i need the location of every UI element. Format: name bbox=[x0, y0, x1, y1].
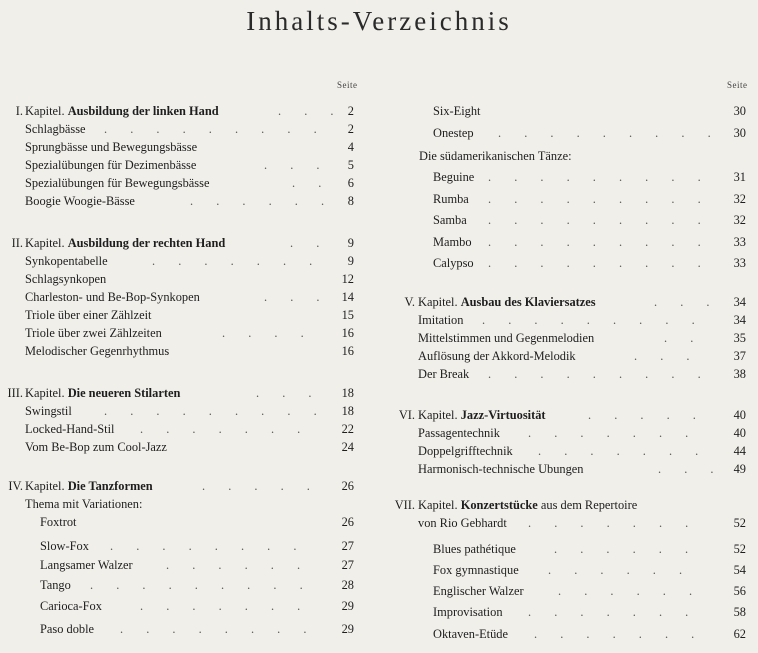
page-number: 40 bbox=[733, 426, 746, 440]
leader-dots: . . . . . . . . . bbox=[488, 367, 711, 381]
leader-dots: . . . . . . . . . bbox=[90, 578, 313, 592]
chapter-title: Jazz-Virtuosität bbox=[460, 408, 546, 422]
chapter-heading bbox=[0, 234, 360, 252]
chapter-numeral: VII. bbox=[394, 498, 415, 512]
toc-entry bbox=[0, 324, 360, 342]
leader-dots: . . . . . . . bbox=[140, 599, 311, 613]
page-number: 34 bbox=[733, 313, 746, 327]
leader-dots: . . . . . . . bbox=[534, 627, 705, 641]
leader-dots: . . . . . . . . bbox=[110, 539, 307, 553]
entry-label: Rumba bbox=[433, 192, 469, 206]
page-number: 38 bbox=[733, 367, 746, 381]
toc-entry bbox=[388, 582, 758, 600]
chapter-title-suffix: aus dem Repertoire bbox=[540, 498, 638, 512]
leader-dots: . . bbox=[290, 236, 330, 250]
toc-entry bbox=[388, 233, 758, 251]
entry-label: Der Break bbox=[418, 367, 470, 381]
toc-entry bbox=[0, 156, 360, 174]
entry-label: Mittelstimmen und Gegenmelodien bbox=[418, 331, 595, 345]
page-number: 33 bbox=[733, 256, 746, 270]
chapter-numeral: I. bbox=[15, 104, 23, 118]
chapter-heading-continuation bbox=[388, 514, 758, 532]
page-number: 29 bbox=[341, 622, 354, 636]
toc-entry bbox=[0, 576, 360, 594]
page-number: 40 bbox=[733, 408, 746, 422]
page-number: 44 bbox=[733, 444, 746, 458]
entry-label: Schlagbässe bbox=[25, 122, 86, 136]
leader-dots: . . . . . . bbox=[558, 584, 703, 598]
toc-entry bbox=[388, 442, 758, 460]
entry-label: Improvisation bbox=[433, 605, 503, 619]
page-number: 27 bbox=[341, 539, 354, 553]
page-number: 34 bbox=[733, 295, 746, 309]
subheading-label: Thema mit Variationen: bbox=[25, 497, 143, 511]
page-number: 35 bbox=[733, 331, 746, 345]
entry-label: Tango bbox=[40, 578, 71, 592]
entry-label: Vom Be-Bop zum Cool-Jazz bbox=[25, 440, 167, 454]
entry-label: Mambo bbox=[433, 235, 472, 249]
toc-entry bbox=[0, 174, 360, 192]
chapter-title: Die neueren Stilarten bbox=[67, 386, 181, 400]
toc-entry bbox=[0, 597, 360, 615]
page-number: 6 bbox=[347, 176, 354, 190]
chapter-heading bbox=[0, 477, 360, 495]
leader-dots: . . bbox=[292, 176, 332, 190]
toc-entry bbox=[0, 270, 360, 288]
chapter-title-line bbox=[25, 234, 225, 252]
leader-dots: . . . . . bbox=[588, 408, 706, 422]
entry-label: Passagentechnik bbox=[418, 426, 500, 440]
page-number: 28 bbox=[341, 578, 354, 592]
entry-label: Auflösung der Akkord-Melodik bbox=[418, 349, 576, 363]
toc-entry bbox=[0, 438, 360, 456]
page-number: 18 bbox=[341, 404, 354, 418]
entry-label: Onestep bbox=[433, 126, 474, 140]
page-number: 52 bbox=[733, 516, 746, 530]
chapter-numeral: IV. bbox=[8, 479, 23, 493]
entry-label: Melodischer Gegenrhythmus bbox=[25, 344, 170, 358]
page-column-header-right: Seite bbox=[727, 80, 748, 90]
page-number: 16 bbox=[341, 344, 354, 358]
subheading-label: Die südamerikanischen Tänze: bbox=[419, 149, 572, 163]
leader-dots: . . . . . . . . . bbox=[488, 235, 711, 249]
entry-label: Spezialübungen für Dezimenbässe bbox=[25, 158, 197, 172]
toc-entry bbox=[0, 402, 360, 420]
entry-label: Swingstil bbox=[25, 404, 72, 418]
entry-label: Langsamer Walzer bbox=[40, 558, 133, 572]
chapter-title-line bbox=[25, 384, 180, 402]
toc-entry bbox=[388, 329, 758, 347]
entry-label: Blues pathétique bbox=[433, 542, 516, 556]
chapter-title: Ausbildung der linken Hand bbox=[67, 104, 219, 118]
chapter-title-line bbox=[25, 477, 153, 495]
kapitel-word: Kapitel. bbox=[25, 479, 65, 493]
page-number: 26 bbox=[341, 515, 354, 529]
page-number: 9 bbox=[347, 254, 354, 268]
page-number: 5 bbox=[347, 158, 354, 172]
leader-dots: . . . bbox=[278, 104, 344, 118]
toc-entry bbox=[0, 138, 360, 156]
toc-entry bbox=[0, 252, 360, 270]
page-number: 30 bbox=[733, 104, 746, 118]
toc-entry bbox=[388, 211, 758, 229]
toc-entry bbox=[388, 365, 758, 383]
entry-label: Slow-Fox bbox=[40, 539, 89, 553]
toc-entry bbox=[388, 124, 758, 142]
leader-dots: . . . . . . bbox=[166, 558, 311, 572]
page-number: 58 bbox=[733, 605, 746, 619]
kapitel-word: Kapitel. bbox=[25, 386, 65, 400]
entry-label: Imitation bbox=[418, 313, 464, 327]
leader-dots: . . . bbox=[654, 295, 720, 309]
toc-entry bbox=[388, 625, 758, 643]
toc-entry bbox=[388, 168, 758, 186]
page-number: 37 bbox=[733, 349, 746, 363]
entry-label: Harmonisch-technische Ubungen bbox=[418, 462, 584, 476]
entry-label: Locked-Hand-Stil bbox=[25, 422, 115, 436]
page-number: 2 bbox=[347, 104, 354, 118]
entry-label: Doppelgrifftechnik bbox=[418, 444, 513, 458]
page-number: 31 bbox=[733, 170, 746, 184]
toc-entry bbox=[388, 561, 758, 579]
page-title: Inhalts-Verzeichnis bbox=[246, 6, 512, 36]
chapter-title-line bbox=[418, 293, 596, 311]
entry-label: Paso doble bbox=[40, 622, 95, 636]
page-number: 24 bbox=[341, 440, 354, 454]
leader-dots: . . . . bbox=[222, 326, 314, 340]
page-number: 49 bbox=[733, 462, 746, 476]
entry-label: Spezialübungen für Bewegungsbässe bbox=[25, 176, 210, 190]
toc-entry bbox=[388, 603, 758, 621]
chapter-title-line bbox=[418, 406, 546, 424]
leader-dots: . . . . . . bbox=[548, 563, 693, 577]
toc-entry bbox=[388, 540, 758, 558]
page-number: 27 bbox=[341, 558, 354, 572]
page-number: 54 bbox=[733, 563, 746, 577]
leader-dots: . . . . . . . bbox=[140, 422, 311, 436]
entry-label: Sprungbässe und Bewegungsbässe bbox=[25, 140, 198, 154]
page-number: 52 bbox=[733, 542, 746, 556]
toc-entry bbox=[388, 424, 758, 442]
entry-label: Calypso bbox=[433, 256, 474, 270]
chapter-numeral: III. bbox=[7, 386, 23, 400]
leader-dots: . . . . . . . bbox=[528, 605, 699, 619]
entry-label: Oktaven-Etüde bbox=[433, 627, 509, 641]
chapter-numeral: II. bbox=[11, 236, 23, 250]
leader-dots: . . . . . . . . . bbox=[488, 256, 711, 270]
toc-subheading bbox=[388, 147, 758, 165]
kapitel-word: Kapitel. bbox=[418, 498, 458, 512]
kapitel-word: Kapitel. bbox=[418, 408, 458, 422]
leader-dots: . . . bbox=[264, 158, 330, 172]
page-number: 16 bbox=[341, 326, 354, 340]
chapter-title-line2: von Rio Gebhardt bbox=[418, 516, 507, 530]
chapter-title-line bbox=[418, 496, 637, 514]
entry-label: Samba bbox=[433, 213, 467, 227]
page-number: 12 bbox=[341, 272, 354, 286]
page-number: 4 bbox=[347, 140, 354, 154]
toc-entry bbox=[0, 342, 360, 360]
page-number: 9 bbox=[347, 236, 354, 250]
leader-dots: . . . bbox=[264, 290, 330, 304]
chapter-title: Die Tanzformen bbox=[67, 479, 153, 493]
leader-dots: . . . . . . . . . bbox=[488, 213, 711, 227]
toc-entry bbox=[388, 460, 758, 478]
toc-entry bbox=[388, 347, 758, 365]
leader-dots: . . . bbox=[256, 386, 322, 400]
kapitel-word: Kapitel. bbox=[25, 236, 65, 250]
page-number: 26 bbox=[341, 479, 354, 493]
toc-entry bbox=[0, 192, 360, 210]
kapitel-word: Kapitel. bbox=[418, 295, 458, 309]
entry-label: Triole über zwei Zählzeiten bbox=[25, 326, 162, 340]
page-number: 18 bbox=[341, 386, 354, 400]
leader-dots: . . . . . . . bbox=[528, 426, 699, 440]
page-number: 8 bbox=[347, 194, 354, 208]
entry-label: Six-Eight bbox=[433, 104, 481, 118]
leader-dots: . . . . . . . . bbox=[120, 622, 317, 636]
chapter-title: Konzertstücke bbox=[460, 498, 538, 512]
leader-dots: . . . . . . . bbox=[528, 516, 699, 530]
toc-entry bbox=[388, 311, 758, 329]
leader-dots: . . . . . . . . . bbox=[488, 192, 711, 206]
leader-dots: . . . . . . . . . bbox=[482, 313, 705, 327]
page-number: 15 bbox=[341, 308, 354, 322]
chapter-title-line bbox=[25, 102, 219, 120]
entry-label: Charleston- und Be-Bop-Synkopen bbox=[25, 290, 200, 304]
chapter-numeral: VI. bbox=[398, 408, 415, 422]
leader-dots: . . . . . . . . . bbox=[104, 404, 327, 418]
page-number: 2 bbox=[347, 122, 354, 136]
toc-entry bbox=[0, 306, 360, 324]
leader-dots: . . . . . . bbox=[190, 194, 335, 208]
leader-dots: . . . . . . . . . bbox=[488, 170, 711, 184]
entry-label: Foxtrot bbox=[40, 515, 77, 529]
page-number: 29 bbox=[341, 599, 354, 613]
entry-label: Beguine bbox=[433, 170, 475, 184]
page-number: 32 bbox=[733, 213, 746, 227]
toc-entry bbox=[0, 556, 360, 574]
chapter-heading bbox=[0, 102, 360, 120]
toc-entry bbox=[388, 102, 758, 120]
entry-label: Carioca-Fox bbox=[40, 599, 102, 613]
toc-entry bbox=[0, 120, 360, 138]
chapter-heading bbox=[0, 384, 360, 402]
toc-entry bbox=[0, 420, 360, 438]
chapter-title: Ausbau des Klaviersatzes bbox=[460, 295, 596, 309]
chapter-title: Ausbildung der rechten Hand bbox=[67, 236, 226, 250]
page-column-header-left: Seite bbox=[337, 80, 358, 90]
chapter-numeral: V. bbox=[404, 295, 415, 309]
chapter-heading bbox=[388, 496, 758, 514]
chapter-heading bbox=[388, 406, 758, 424]
entry-label: Boogie Woogie-Bässe bbox=[25, 194, 135, 208]
entry-label: Fox gymnastique bbox=[433, 563, 519, 577]
page-number: 32 bbox=[733, 192, 746, 206]
page-number: 14 bbox=[341, 290, 354, 304]
leader-dots: . . . . . . . bbox=[152, 254, 323, 268]
toc-entry bbox=[388, 190, 758, 208]
page-number: 62 bbox=[733, 627, 746, 641]
entry-label: Schlagsynkopen bbox=[25, 272, 107, 286]
leader-dots: . . . . . bbox=[202, 479, 320, 493]
entry-label: Englischer Walzer bbox=[433, 584, 524, 598]
toc-subheading bbox=[0, 495, 360, 513]
leader-dots: . . . bbox=[658, 462, 724, 476]
toc-entry bbox=[0, 288, 360, 306]
entry-label: Triole über einer Zählzeit bbox=[25, 308, 152, 322]
leader-dots: . . bbox=[664, 331, 704, 345]
entry-label: Synkopentabelle bbox=[25, 254, 108, 268]
chapter-heading bbox=[388, 293, 758, 311]
leader-dots: . . . . . . . bbox=[538, 444, 709, 458]
kapitel-word: Kapitel. bbox=[25, 104, 65, 118]
leader-dots: . . . . . . bbox=[554, 542, 699, 556]
page-number: 30 bbox=[733, 126, 746, 140]
toc-entry bbox=[0, 620, 360, 638]
page-number: 56 bbox=[733, 584, 746, 598]
toc-entry bbox=[0, 513, 360, 531]
toc-entry bbox=[388, 254, 758, 272]
page-number: 22 bbox=[341, 422, 354, 436]
page-number: 33 bbox=[733, 235, 746, 249]
leader-dots: . . . . . . . . . bbox=[498, 126, 721, 140]
leader-dots: . . . . . . . . . bbox=[104, 122, 327, 136]
leader-dots: . . . bbox=[634, 349, 700, 363]
toc-entry bbox=[0, 537, 360, 555]
